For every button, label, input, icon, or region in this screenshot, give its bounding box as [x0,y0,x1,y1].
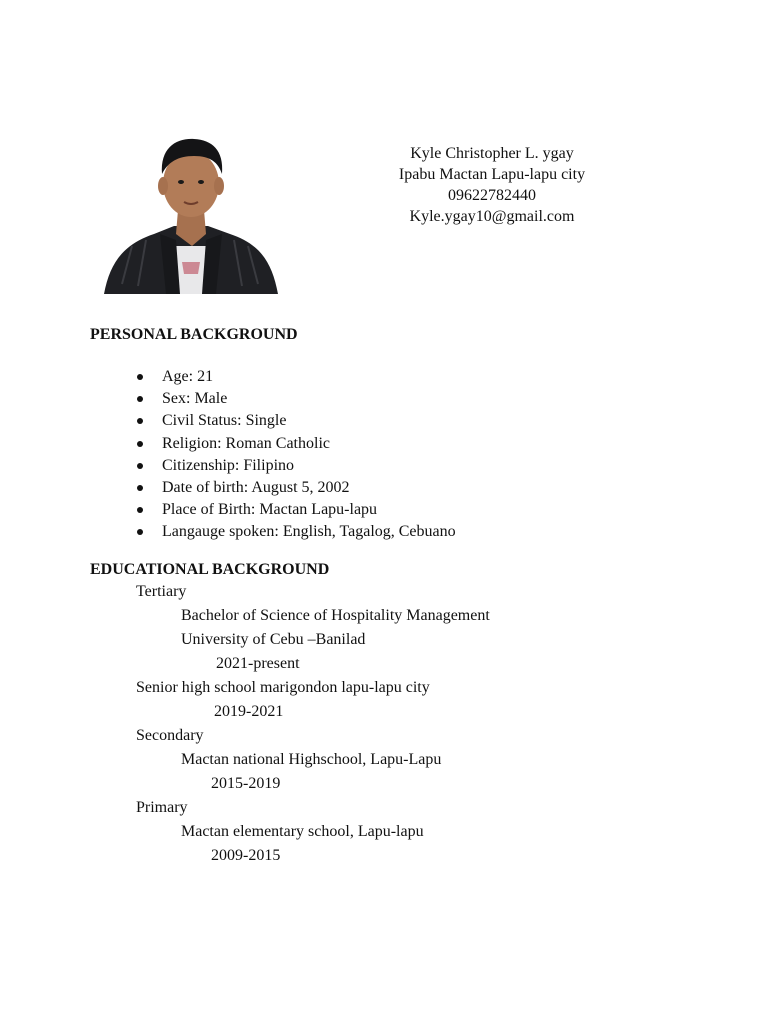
list-item: Date of birth: August 5, 2002 [130,477,456,499]
educational-background-heading: EDUCATIONAL BACKGROUND [90,561,330,578]
profile-photo [102,134,280,296]
secondary-school: Mactan national Highschool, Lapu-Lapu [181,751,442,768]
tertiary-school: University of Cebu –Banilad [181,631,366,648]
list-item: Citizenship: Filipino [130,455,456,477]
primary-years: 2009-2015 [211,847,281,864]
tertiary-years: 2021-present [216,655,300,672]
primary-label: Primary [136,799,188,816]
list-item: Religion: Roman Catholic [130,433,456,455]
list-item: Civil Status: Single [130,410,456,432]
bullet-icon [137,507,143,513]
primary-school: Mactan elementary school, Lapu-lapu [181,823,424,840]
secondary-label: Secondary [136,727,204,744]
contact-address: Ipabu Mactan Lapu-lapu city [398,166,586,183]
contact-email: Kyle.ygay10@gmail.com [409,208,575,225]
tertiary-course: Bachelor of Science of Hospitality Management [181,607,490,624]
contact-phone: 09622782440 [448,187,536,204]
secondary-years: 2015-2019 [211,775,281,792]
list-item: Place of Birth: Mactan Lapu-lapu [130,499,456,521]
bullet-icon [137,463,143,469]
bullet-icon [137,529,143,535]
senior-high-school: Senior high school marigondon lapu-lapu city [136,679,430,696]
senior-high-years: 2019-2021 [214,703,284,720]
bullet-icon [137,441,143,447]
contact-block [332,143,652,227]
bullet-icon [137,374,143,380]
contact-name: Kyle Christopher L. ygay [410,145,574,162]
list-item: Sex: Male [130,388,456,410]
list-item: Age: 21 [130,366,456,388]
bullet-icon [137,418,143,424]
bullet-icon [137,396,143,402]
tertiary-label: Tertiary [136,583,187,600]
bullet-icon [137,485,143,491]
personal-background-heading: PERSONAL BACKGROUND [90,326,298,343]
personal-background-list [130,366,456,544]
list-item: Langauge spoken: English, Tagalog, Cebuano [130,521,456,543]
